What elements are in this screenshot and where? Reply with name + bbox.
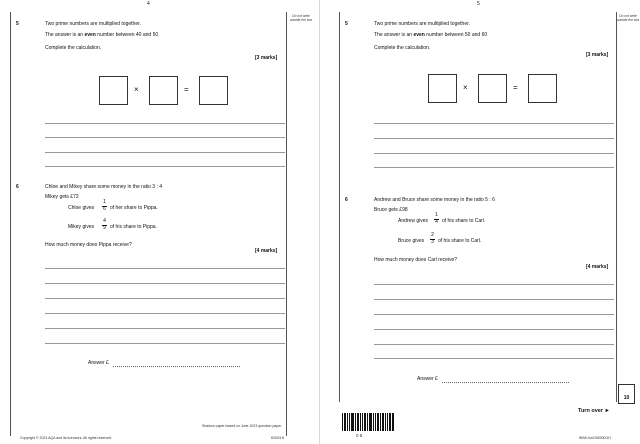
working-line[interactable]	[374, 314, 614, 315]
working-line[interactable]	[374, 344, 614, 345]
barcode	[342, 413, 394, 431]
working-line[interactable]	[45, 283, 285, 284]
working-line[interactable]	[45, 298, 285, 299]
left-border	[339, 12, 340, 402]
answer-box-1[interactable]	[99, 76, 128, 105]
right-margin-line	[286, 12, 287, 436]
gift-text-1: Andrew gives	[398, 218, 429, 224]
answer-box-1[interactable]	[428, 74, 457, 103]
working-line[interactable]	[374, 138, 614, 139]
question-text: Two prime numbers are multiplied together.	[374, 21, 470, 27]
right-page	[320, 0, 640, 444]
answer-line[interactable]	[442, 382, 569, 383]
answer-box-2[interactable]	[149, 76, 178, 105]
working-line[interactable]	[374, 123, 614, 124]
answer-box-3[interactable]	[528, 74, 557, 103]
working-line[interactable]	[45, 343, 285, 344]
fraction-1: 1 6	[103, 199, 106, 212]
fraction-1: 1 4	[435, 212, 438, 225]
left-page	[0, 0, 319, 444]
question-text-line2: Mikey gets £72	[45, 194, 79, 200]
turn-over-label: Turn over ►	[578, 408, 610, 414]
working-line[interactable]	[45, 166, 285, 167]
barcode-icon	[342, 413, 394, 431]
barcode-digits: 0 5	[356, 433, 363, 438]
gift-text-2-end: of his share to Carl.	[438, 238, 482, 244]
page-number: 4	[147, 1, 150, 7]
gift-text-2: Mikey gives	[68, 224, 95, 230]
equals-sign: =	[184, 85, 189, 94]
question-number: 5	[16, 21, 19, 27]
marks-label: [3 marks]	[255, 55, 278, 61]
answer-box-2[interactable]	[478, 74, 507, 103]
margin-note: Do not write outside the box	[289, 14, 313, 22]
question-number: 6	[345, 197, 348, 203]
answer-box-3[interactable]	[199, 76, 228, 105]
footer-note: Shadow paper based on June 2023 question paper	[202, 424, 282, 428]
multiply-sign: ×	[463, 83, 468, 92]
working-line[interactable]	[374, 329, 614, 330]
fraction-2: 4 9	[103, 218, 106, 231]
question-prompt: How much money does Carl receive?	[374, 257, 458, 263]
multiply-sign: ×	[134, 85, 139, 94]
answer-label: Answer £	[417, 376, 438, 382]
question-prompt: How much money does Pippa receive?	[45, 242, 132, 248]
paper-code: 8300/1H	[271, 436, 285, 440]
equals-sign: =	[513, 83, 518, 92]
fraction-2: 2 3	[431, 232, 434, 245]
question-text-line2: Bruce gets £98	[374, 207, 408, 213]
instruction: Complete the calculation.	[45, 45, 102, 51]
gift-text-2-end: of his share to Pippa.	[110, 224, 157, 230]
marks-label: [4 marks]	[255, 248, 278, 254]
working-line[interactable]	[374, 299, 614, 300]
gift-text-1-end: of his share to Carl.	[442, 218, 486, 224]
question-text-line2: The answer is an even number between 50 and 60	[374, 32, 488, 38]
working-line[interactable]	[45, 137, 285, 138]
question-text-line2: The answer is an even number between 40 and 50	[45, 32, 159, 38]
right-margin-line	[616, 12, 617, 402]
page-number: 5	[477, 1, 480, 7]
marks-label: [3 marks]	[586, 52, 609, 58]
working-line[interactable]	[374, 358, 614, 359]
gift-text-2: Bruce gives	[398, 238, 425, 244]
working-line[interactable]	[45, 152, 285, 153]
question-number: 5	[345, 21, 348, 27]
copyright: Copyright © 2023 AQA and its licensors. All rights reserved.	[20, 436, 113, 440]
working-line[interactable]	[374, 167, 614, 168]
score-box: 10	[618, 384, 635, 404]
question-text: Two prime numbers are multiplied together.	[45, 21, 141, 27]
question-number: 6	[16, 184, 19, 190]
left-border	[10, 12, 11, 436]
paper-code: IB/M/Jun23/8300/1H	[579, 436, 611, 440]
working-line[interactable]	[45, 268, 285, 269]
gift-text-1: Chloe gives	[68, 205, 95, 211]
working-line[interactable]	[45, 313, 285, 314]
question-text: Chloe and Mikey share some money in the ratio 3 : 4	[45, 184, 163, 190]
instruction: Complete the calculation.	[374, 45, 431, 51]
working-line[interactable]	[374, 153, 614, 154]
answer-label: Answer £	[88, 360, 109, 366]
gift-text-1-end: of her share to Pippa.	[110, 205, 158, 211]
marks-label: [4 marks]	[586, 264, 609, 270]
working-line[interactable]	[45, 328, 285, 329]
question-text: Andrew and Bruce share some money in the ratio 5 : 6	[374, 197, 495, 203]
working-line[interactable]	[45, 123, 285, 124]
answer-line[interactable]	[113, 366, 240, 367]
margin-note: Do not write outside the box	[616, 14, 640, 22]
working-line[interactable]	[374, 284, 614, 285]
